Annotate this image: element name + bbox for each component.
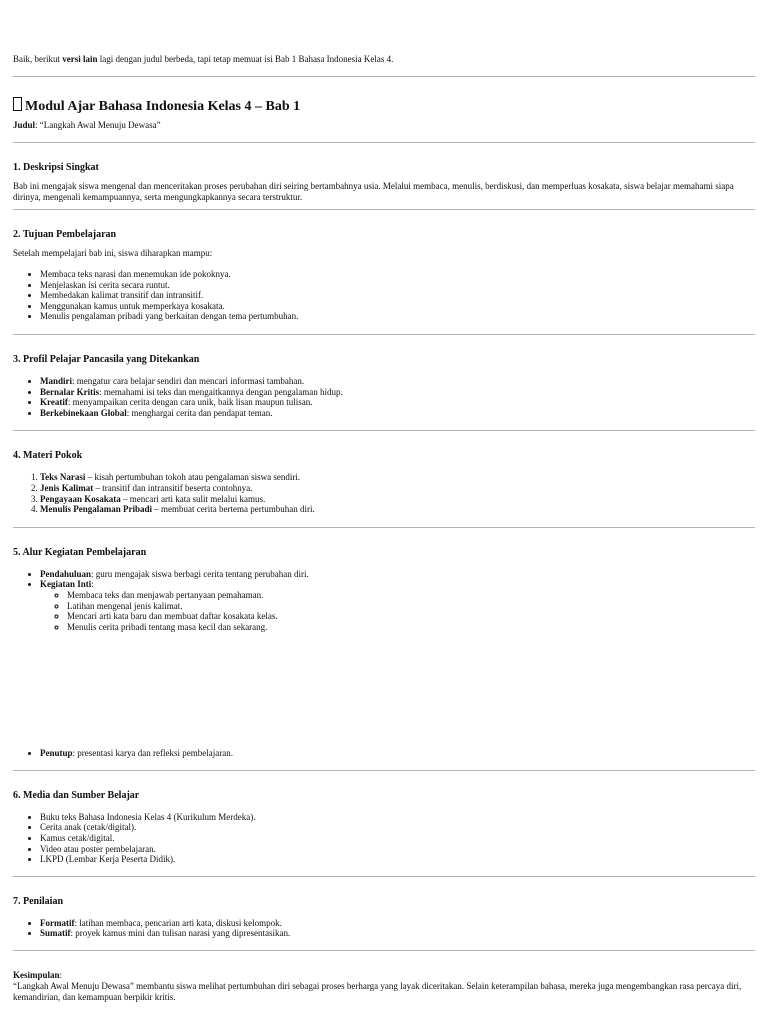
profil-list xyxy=(13,376,755,418)
document-icon xyxy=(13,97,22,111)
list-item xyxy=(40,483,755,494)
list-item xyxy=(40,494,755,505)
section-heading-profil: 3. Profil Pelajar Pancasila yang Ditekankan xyxy=(13,353,200,365)
section-heading-materi: 4. Materi Pokok xyxy=(13,450,83,462)
sub-list-item: ◦ Menulis cerita pribadi tentang masa kecil dan sekarang. xyxy=(67,622,755,633)
sub-list-item: ◦ Latihan mengenal jenis kalimat. xyxy=(67,601,755,612)
tujuan-lead: Setelah mempelajari bab ini, siswa diharapkan mampu: xyxy=(13,248,213,258)
section-heading-penilaian: 7. Penilaian xyxy=(13,895,64,907)
item-text: – kisah pertumbuhan tokoh atau pengalaman siswa sendiri. xyxy=(85,472,301,483)
section-heading-alur: 5. Alur Kegiatan Pembelajaran xyxy=(13,546,147,558)
list-item xyxy=(40,504,755,515)
item-text: : menghargai cerita dan pendapat teman. xyxy=(126,407,273,418)
intro-text-part1: Baik, berikut xyxy=(13,54,63,64)
item-bold: Formatif xyxy=(40,917,75,928)
list-item xyxy=(40,376,755,387)
intro-bold: versi lain xyxy=(62,54,98,64)
sub-list-item: ◦ Mencari arti kata baru dan membuat daftar kosakata kelas. xyxy=(67,611,755,622)
title-text: Modul Ajar Bahasa Indonesia Kelas 4 – Bab 1 xyxy=(25,99,301,114)
section-heading-deskripsi: 1. Deskripsi Singkat xyxy=(13,162,99,173)
item-text: : mengatur cara belajar sendiri dan mencari informasi tambahan. xyxy=(72,375,305,386)
list-item xyxy=(40,472,755,483)
item-text: : presentasi karya dan refleksi pembelajaran. xyxy=(72,748,233,759)
list-item xyxy=(40,569,755,580)
section-heading-media: 6. Media dan Sumber Belajar xyxy=(13,789,140,801)
list-item: • Menjelaskan isi cerita secara runtut. xyxy=(40,280,755,291)
penilaian-list xyxy=(13,918,755,939)
list-item: • Menulis pengalaman pribadi yang berkaitan dengan tema pertumbuhan. xyxy=(40,311,755,322)
list-item xyxy=(40,928,755,939)
item-text: : menyampaikan cerita dengan cara unik, baik lisan maupun tulisan. xyxy=(67,397,313,408)
intro-text xyxy=(13,54,755,65)
intro-text-part2: lagi dengan judul berbeda, tapi tetap memuat isi Bab 1 Bahasa Indonesia Kelas 4. xyxy=(97,54,394,64)
item-text: – mencari arti kata sulit melalui kamus. xyxy=(120,493,266,504)
list-item: • Buku teks Bahasa Indonesia Kelas 4 (Kurikulum Merdeka). xyxy=(40,812,755,823)
item-text: : latihan membaca, pencarian arti kata, diskusi kelompok. xyxy=(74,917,282,928)
item-bold: Jenis Kalimat xyxy=(40,482,94,493)
kesimpulan-text: “Langkah Awal Menuju Dewasa” membantu siswa melihat pertumbuhan diri sebagai proses berharga yang layak diceritakan. Selain keterampilan bahasa, mereka juga mengembangkan rasa percaya diri, kemandirian, dan kemampuan berpikir kritis. xyxy=(13,981,742,1003)
list-item: • Kamus cetak/digital. xyxy=(40,833,755,844)
item-bold: Kreatif xyxy=(40,397,68,408)
item-bold: Berkebinekaan Global xyxy=(40,407,127,418)
list-item: • Menggunakan kamus untuk memperkaya kosakata. xyxy=(40,301,755,312)
alur-list xyxy=(13,569,755,759)
list-item: • Cerita anak (cetak/digital). xyxy=(40,822,755,833)
item-bold: Teks Narasi xyxy=(40,472,86,483)
item-text: : proyek kamus mini dan tulisan narasi yang dipresentasikan. xyxy=(70,928,291,939)
list-item xyxy=(40,387,755,398)
page-title xyxy=(13,97,755,115)
item-bold: Menulis Pengalaman Pribadi xyxy=(40,504,153,515)
kesimpulan-label: Kesimpulan xyxy=(13,970,60,981)
item-bold: Penutup xyxy=(40,748,73,759)
deskripsi-text: Bab ini mengajak siswa mengenal dan menceritakan proses perubahan diri seiring bertambahnya usia. Melalui membaca, menulis, berdiskusi, dan memperluas kosakata, siswa belajar memahami siapa dirinya, mengenali kemampuannya, serta mengungkapkannya secara terstruktur. xyxy=(13,181,734,202)
list-item xyxy=(40,579,755,748)
item-text: : memahami isi teks dan mengaitkannya dengan pengalaman hidup. xyxy=(99,386,343,397)
item-text: – membuat cerita bertema pertumbuhan diri. xyxy=(152,504,315,515)
item-bold: Pendahuluan xyxy=(40,568,92,579)
list-item xyxy=(40,918,755,929)
item-text: – transitif dan intransitif beserta contohnya. xyxy=(93,482,253,493)
list-item: • LKPD (Lembar Kerja Peserta Didik). xyxy=(40,854,755,865)
section-heading-tujuan: 2. Tujuan Pembelajaran xyxy=(13,229,117,240)
judul-line xyxy=(13,120,755,131)
judul-value: : “Langkah Awal Menuju Dewasa” xyxy=(35,120,161,130)
kesimpulan-label-line xyxy=(13,970,755,981)
media-list xyxy=(13,812,755,865)
judul-label: Judul xyxy=(13,120,36,130)
inti-sublist xyxy=(40,590,755,632)
list-item: • Membedakan kalimat transitif dan intransitif. xyxy=(40,290,755,301)
list-item xyxy=(40,397,755,408)
tujuan-list xyxy=(13,269,755,322)
item-bold: Bernalar Kritis xyxy=(40,386,100,397)
sub-list-item: ◦ Membaca teks dan menjawab pertanyaan pemahaman. xyxy=(67,590,755,601)
item-bold: Mandiri xyxy=(40,375,73,386)
kesimpulan-colon: : xyxy=(59,970,63,981)
item-bold: Kegiatan Inti xyxy=(40,579,92,590)
list-item xyxy=(40,748,755,759)
item-bold: Pengayaan Kosakata xyxy=(40,493,121,504)
item-bold: Sumatif xyxy=(40,928,71,939)
list-item xyxy=(40,408,755,419)
item-text: : guru mengajak siswa berbagi cerita tentang perubahan diri. xyxy=(91,568,309,579)
list-item: • Video atau poster pembelajaran. xyxy=(40,844,755,855)
materi-list xyxy=(13,472,755,514)
item-text: : xyxy=(91,579,94,590)
list-item: • Membaca teks narasi dan menemukan ide pokoknya. xyxy=(40,269,755,280)
